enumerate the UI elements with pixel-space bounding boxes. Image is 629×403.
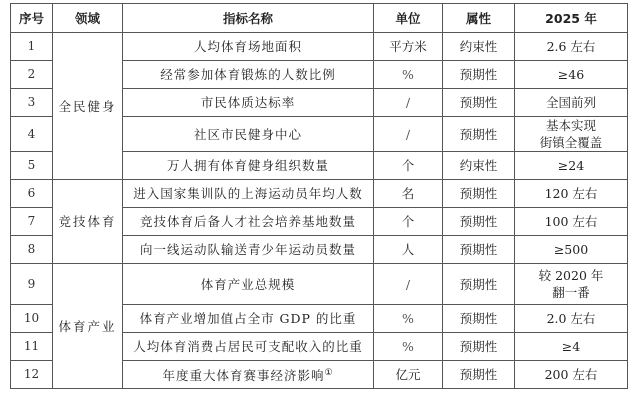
- target-cell: 100 左右: [515, 208, 628, 236]
- row-no: 2: [11, 61, 53, 89]
- attribute-cell: 预期性: [443, 236, 515, 264]
- header-attribute: 属性: [443, 4, 515, 33]
- indicator-name: 经常参加体育锻炼的人数比例: [123, 61, 374, 89]
- target-cell: ≥46: [515, 61, 628, 89]
- header-domain: 领域: [53, 4, 123, 33]
- footnote-mark: ①: [324, 367, 334, 378]
- target-cell: 2.0 左右: [515, 305, 628, 333]
- domain-cell: 体育产业: [53, 264, 123, 389]
- indicator-name: 竞技体育后备人才社会培养基地数量: [123, 208, 374, 236]
- unit-cell: /: [374, 264, 443, 305]
- target-line-2: 翻一番: [552, 285, 590, 300]
- indicator-table: [10, 3, 628, 389]
- row-no: 4: [11, 117, 53, 152]
- indicator-name: 市民体质达标率: [123, 89, 374, 117]
- target-cell: [515, 117, 628, 152]
- row-no: 3: [11, 89, 53, 117]
- indicator-name: [123, 361, 374, 389]
- attribute-cell: 预期性: [443, 361, 515, 389]
- row-no: 8: [11, 236, 53, 264]
- attribute-cell: 预期性: [443, 208, 515, 236]
- indicator-name: 向一线运动队输送青少年运动员数量: [123, 236, 374, 264]
- header-target-2025: 2025 年: [515, 4, 628, 33]
- attribute-cell: 预期性: [443, 264, 515, 305]
- target-cell: 200 左右: [515, 361, 628, 389]
- target-line-2: 街镇全覆盖: [539, 135, 603, 150]
- unit-cell: /: [374, 89, 443, 117]
- indicator-name: 体育产业总规模: [123, 264, 374, 305]
- table-row: [11, 264, 628, 305]
- unit-cell: 名: [374, 180, 443, 208]
- indicator-name: 人均体育消费占居民可支配收入的比重: [123, 333, 374, 361]
- unit-cell: /: [374, 117, 443, 152]
- domain-cell: 全民健身: [53, 33, 123, 180]
- unit-cell: %: [374, 333, 443, 361]
- row-no: 10: [11, 305, 53, 333]
- target-cell: 2.6 左右: [515, 33, 628, 61]
- unit-cell: 亿元: [374, 361, 443, 389]
- target-cell: ≥500: [515, 236, 628, 264]
- header-row: [11, 4, 628, 33]
- attribute-cell: 预期性: [443, 61, 515, 89]
- target-cell: 120 左右: [515, 180, 628, 208]
- indicator-name: 社区市民健身中心: [123, 117, 374, 152]
- unit-cell: 平方米: [374, 33, 443, 61]
- table-row: [11, 33, 628, 61]
- unit-cell: 个: [374, 152, 443, 180]
- unit-cell: %: [374, 305, 443, 333]
- attribute-cell: 约束性: [443, 152, 515, 180]
- attribute-cell: 预期性: [443, 117, 515, 152]
- table-row: [11, 180, 628, 208]
- target-cell: ≥4: [515, 333, 628, 361]
- header-no: 序号: [11, 4, 53, 33]
- unit-cell: 人: [374, 236, 443, 264]
- indicator-name: 人均体育场地面积: [123, 33, 374, 61]
- row-no: 9: [11, 264, 53, 305]
- row-no: 11: [11, 333, 53, 361]
- indicator-name: 体育产业增加值占全市 GDP 的比重: [123, 305, 374, 333]
- row-no: 5: [11, 152, 53, 180]
- unit-cell: %: [374, 61, 443, 89]
- indicator-name: 万人拥有体育健身组织数量: [123, 152, 374, 180]
- target-line-1: 较 2020 年: [538, 268, 604, 283]
- target-line-1: 基本实现: [545, 118, 596, 133]
- attribute-cell: 预期性: [443, 89, 515, 117]
- target-cell: 全国前列: [515, 89, 628, 117]
- target-cell: [515, 264, 628, 305]
- header-indicator: 指标名称: [123, 4, 374, 33]
- indicator-name-text: 年度重大体育赛事经济影响: [162, 368, 325, 384]
- attribute-cell: 预期性: [443, 180, 515, 208]
- row-no: 7: [11, 208, 53, 236]
- row-no: 1: [11, 33, 53, 61]
- row-no: 12: [11, 361, 53, 389]
- attribute-cell: 约束性: [443, 33, 515, 61]
- target-cell: ≥24: [515, 152, 628, 180]
- domain-cell: 竞技体育: [53, 180, 123, 264]
- attribute-cell: 预期性: [443, 305, 515, 333]
- attribute-cell: 预期性: [443, 333, 515, 361]
- row-no: 6: [11, 180, 53, 208]
- header-unit: 单位: [374, 4, 443, 33]
- indicator-name: 进入国家集训队的上海运动员年均人数: [123, 180, 374, 208]
- unit-cell: 个: [374, 208, 443, 236]
